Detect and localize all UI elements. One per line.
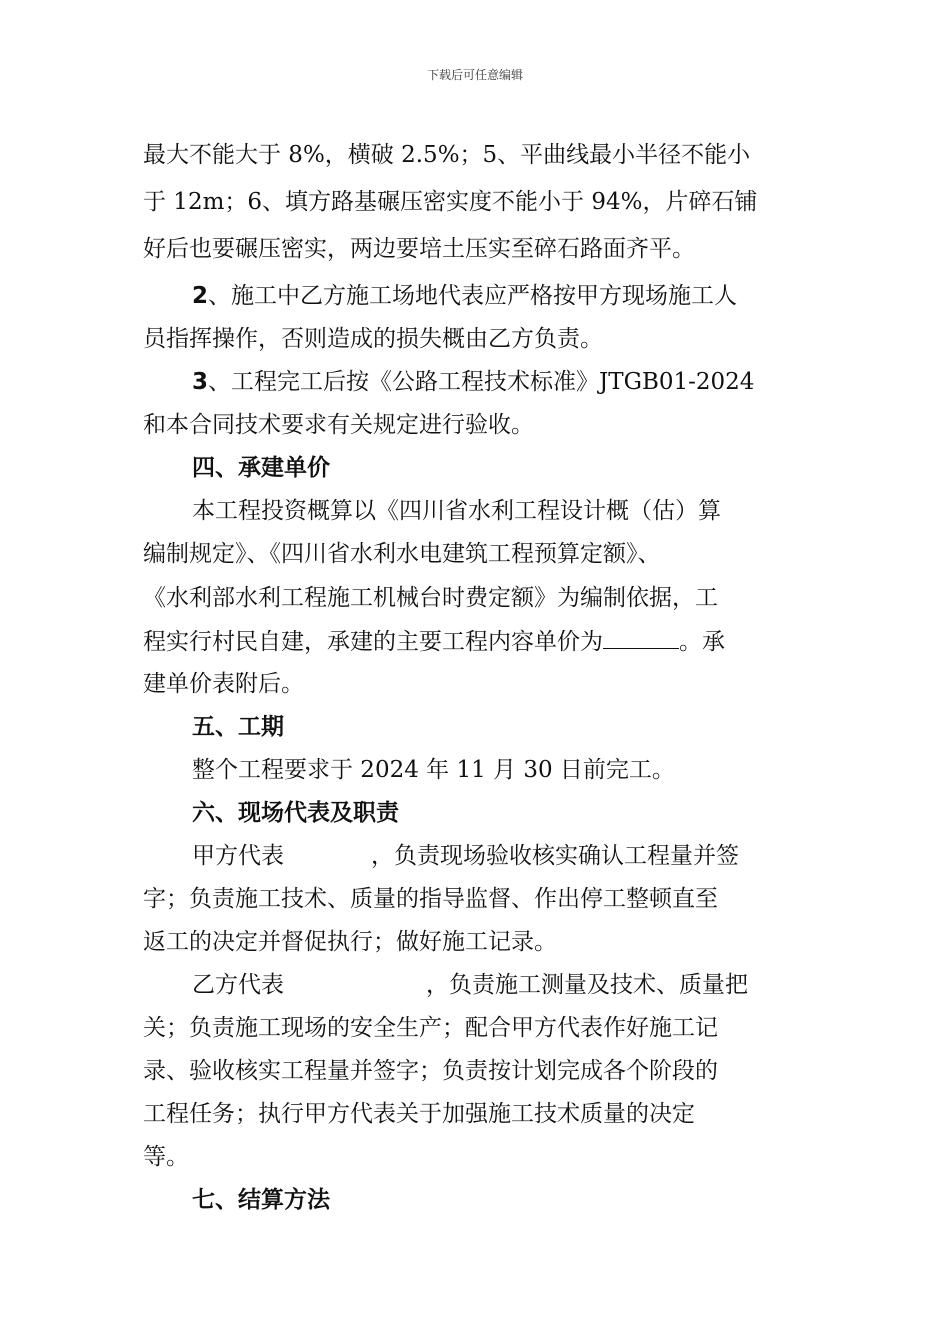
line-text: 。承 — [679, 629, 725, 655]
item-text: 、施工中乙方施工场地代表应严格按甲方现场施工人 — [208, 283, 738, 309]
paragraph-line: 于 12m；6、填方路基碾压密实度不能小于 94%，片碎石铺 — [143, 189, 758, 215]
paragraph-line — [192, 970, 748, 1000]
paragraph-line: 关；负责施工现场的安全生产；配合甲方代表作好施工记 — [143, 1015, 718, 1041]
paragraph-line: 和本合同技术要求有关规定进行验收。 — [143, 412, 534, 438]
item-text: 、工程完工后按《公路工程技术标准》JTGB01-2024 — [208, 369, 755, 395]
paragraph-line: 最大不能大于 8%，横破 2.5%；5、平曲线最小半径不能小 — [143, 142, 751, 168]
item-number: 2 — [192, 283, 209, 309]
party-b-label: 乙方代表 — [192, 972, 284, 998]
paragraph-line: 等。 — [143, 1144, 189, 1170]
paragraph-line: 整个工程要求于 2024 年 11 月 30 日前完工。 — [192, 757, 675, 783]
paragraph-line: 返工的决定并督促执行；做好施工记录。 — [143, 929, 557, 955]
item-number: 3 — [192, 369, 209, 395]
section-heading: 五、工期 — [192, 714, 284, 740]
section-heading: 七、结算方法 — [192, 1187, 330, 1213]
line-text: ，负责施工测量及技术、质量把 — [426, 972, 748, 998]
paragraph-line: 本工程投资概算以《四川省水利工程设计概（估）算 — [192, 498, 721, 524]
paragraph-line: 《水利部水利工程施工机械台时费定额》为编制依据，工 — [143, 585, 718, 611]
list-item-2 — [192, 281, 737, 311]
paragraph-line — [192, 841, 739, 871]
paragraph-line: 好后也要碾压密实，两边要培土压实至碎石路面齐平。 — [143, 236, 695, 262]
paragraph-line — [143, 626, 725, 657]
section-heading: 四、承建单价 — [192, 455, 330, 481]
paragraph-line: 编制规定》、《四川省水利水电建筑工程预算定额》、 — [143, 541, 661, 567]
paragraph-line: 建单价表附后。 — [143, 671, 304, 697]
unit-price-blank — [603, 626, 679, 649]
paragraph-line: 字；负责施工技术、质量的指导监督、作出停工整顿直至 — [143, 886, 718, 912]
list-item-3 — [192, 367, 754, 397]
party-a-label: 甲方代表 — [192, 843, 284, 869]
line-text: 程实行村民自建，承建的主要工程内容单价为 — [143, 629, 603, 655]
paragraph-line: 员指挥操作，否则造成的损失概由乙方负责。 — [143, 326, 603, 352]
line-text: ，负责现场验收核实确认工程量并签 — [371, 843, 739, 869]
page-header: 下载后可任意编辑 — [426, 68, 523, 82]
paragraph-line: 录、验收核实工程量并签字；负责按计划完成各个阶段的 — [143, 1058, 718, 1084]
section-heading: 六、现场代表及职责 — [192, 800, 399, 826]
paragraph-line: 工程任务；执行甲方代表关于加强施工技术质量的决定 — [143, 1101, 695, 1127]
